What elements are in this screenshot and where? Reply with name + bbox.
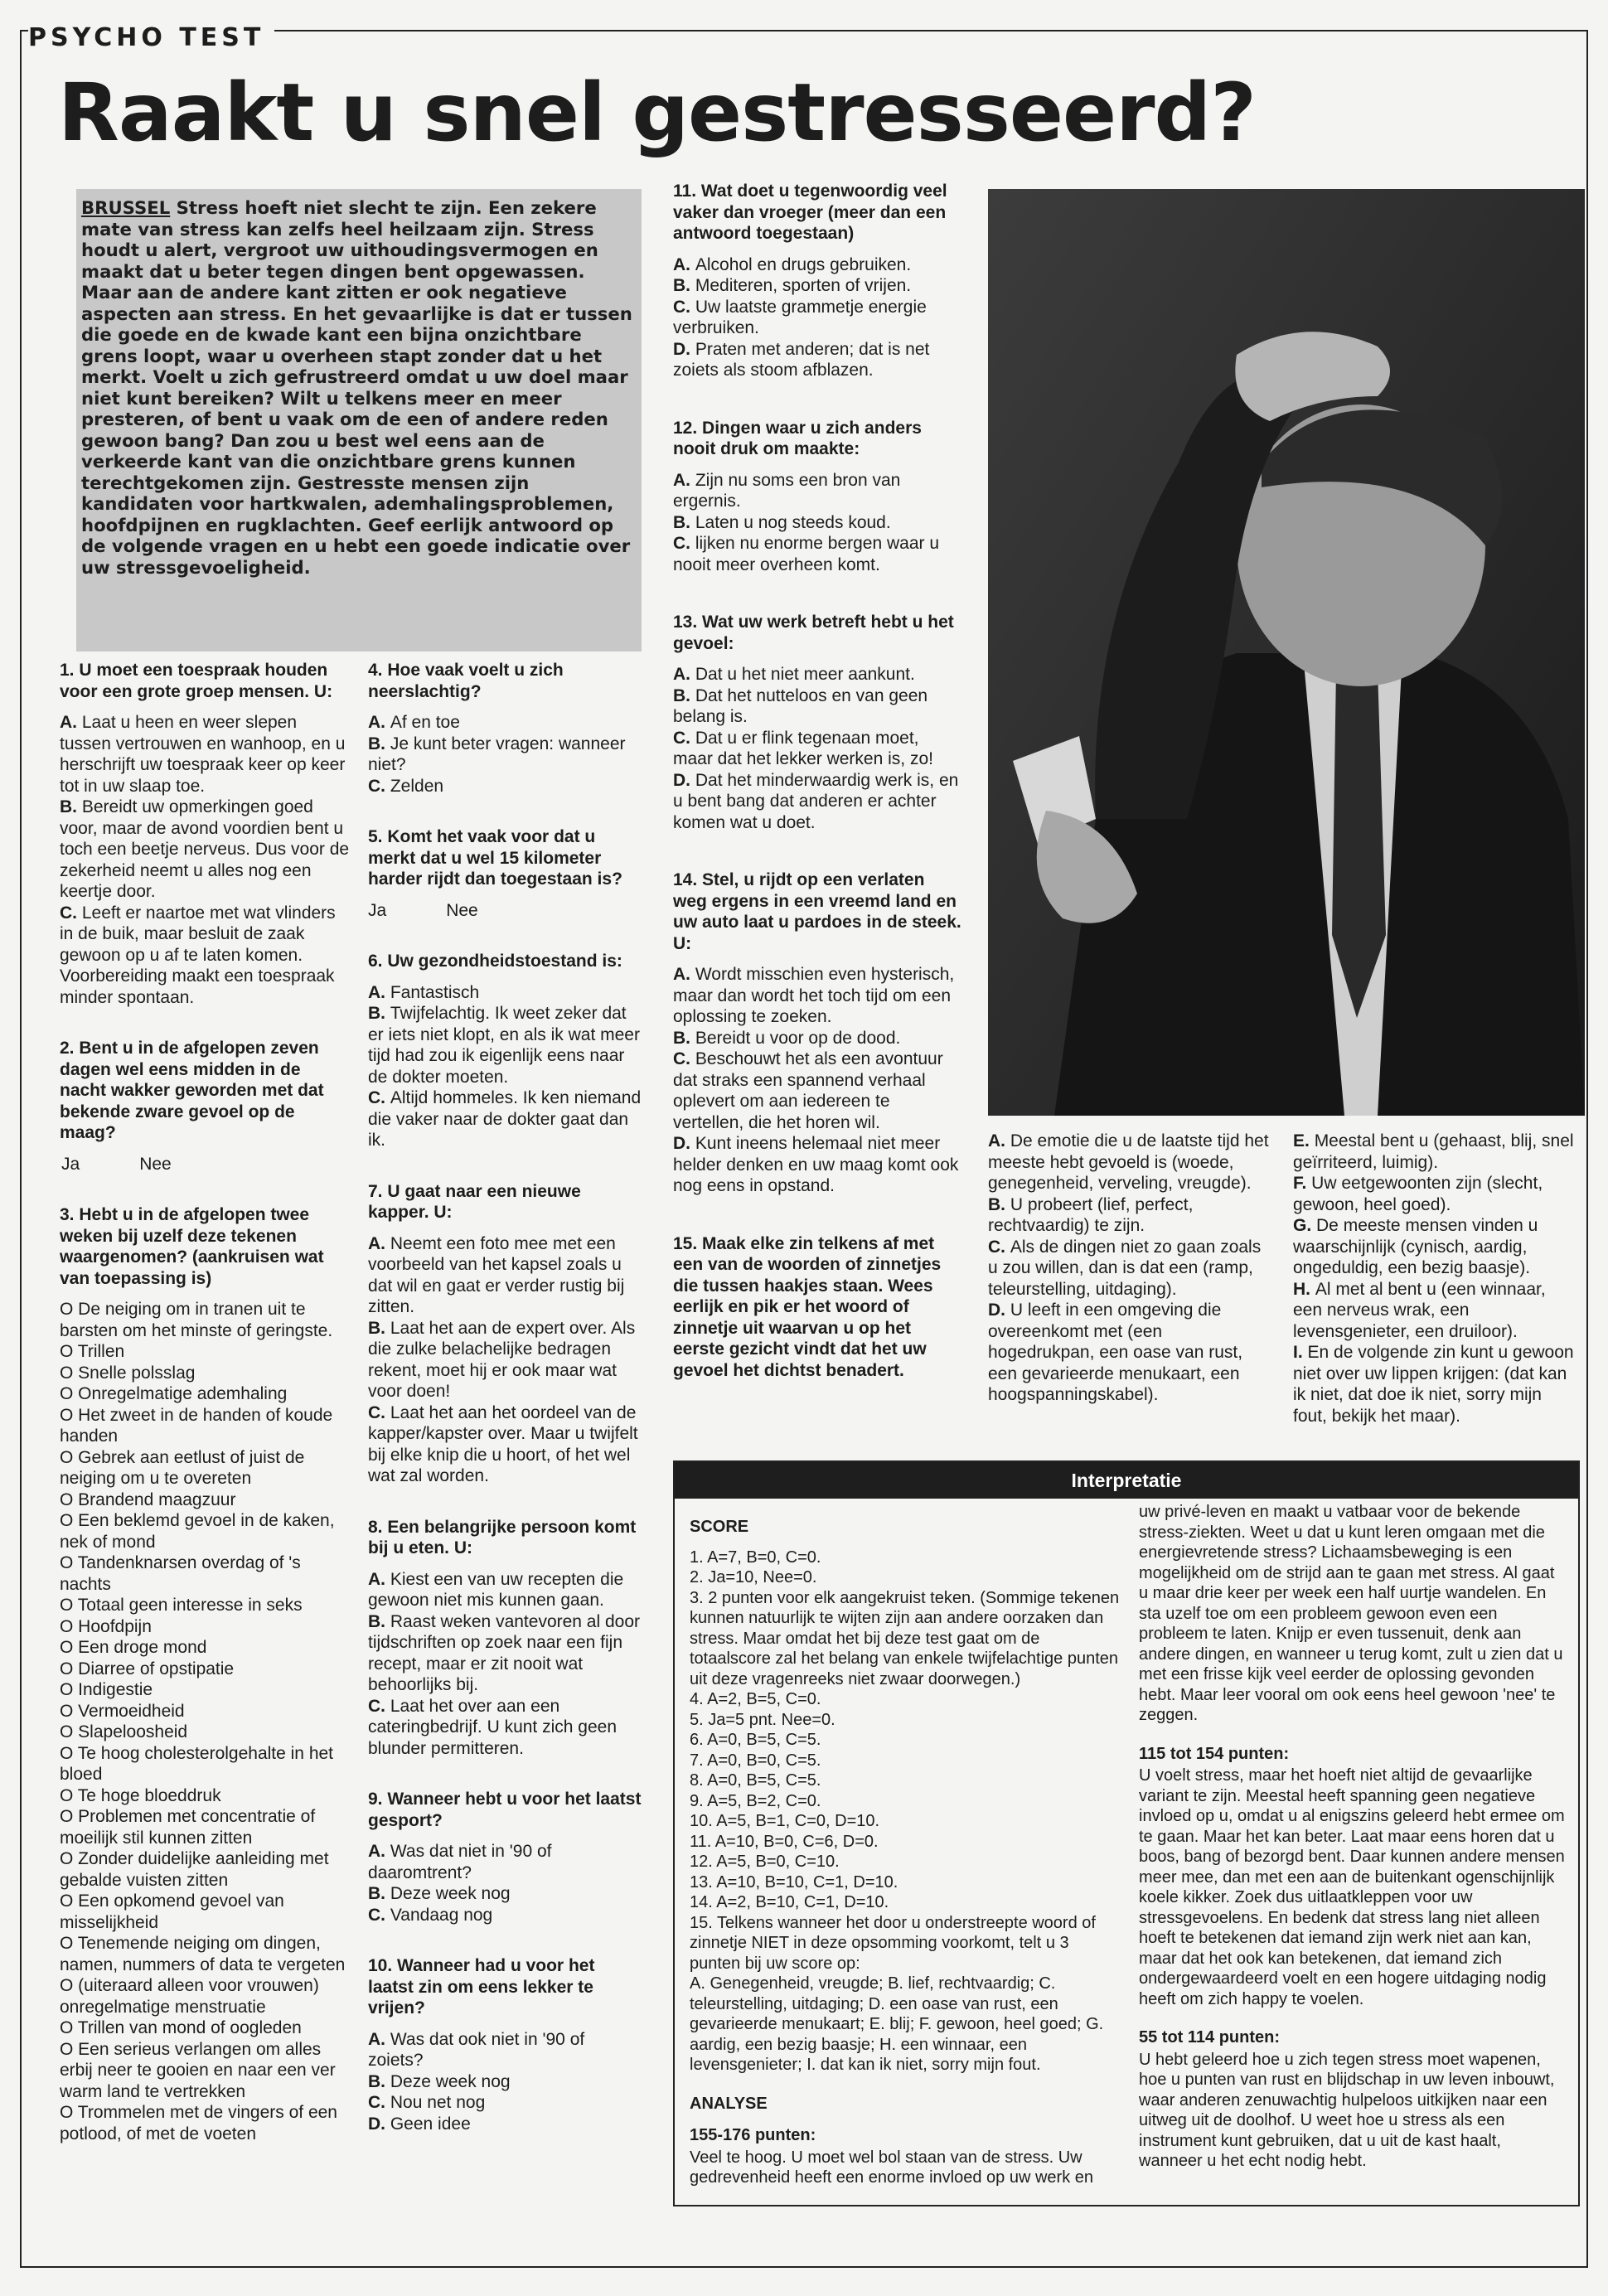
option-text: Al met al bent u (een winnaar, een nerveus wrak, een levensgenieter, een druiloor). [1293, 1279, 1546, 1341]
checklist-item[interactable]: O Een beklemd gevoel in de kaken, nek of mond [60, 1511, 335, 1552]
checklist-item[interactable]: O Een opkomend gevoel van misselijkheid [60, 1892, 284, 1932]
intro-text: Stress hoeft niet slecht te zijn. Een zekere mate van stress kan zelfs heel heilzaam zijn. Stress houdt u alert, vergroot uw uithoudingsvermogen en maakt dat u beter tegen dingen bent opgewassen. Maar aan de andere kant zitten er ook negatieve aspecten aan stress. En het gevaarlijke is dat er tussen die goede en de kwade kant een bijna onzichtbare grens loopt, waar u overheen stapt zonder dat u het merkt. Voelt u zich gefrustreerd omdat u uw doel maar niet kunt bereiken? Wilt u telkens meer en meer presteren, of bent u vaak om de een of andere reden gewoon bang? Dan zou u best wel eens aan de verkeerde kant van die onzichtbare grens kunnen terechtgekomen zijn. Gestresste mensen zijn kandidaten voor hartkwalen, ademhalingsproblemen, hoofdpijnen en rugklachten. Geef eerlijk antwoord op de volgende vragen en u hebt een goede indicatie over uw stressgevoeligheid. [81, 197, 632, 578]
checklist-item[interactable]: O Zonder duidelijke aanleiding met gebalde vuisten zitten [60, 1849, 329, 1890]
checklist-item[interactable]: O Een droge mond [60, 1638, 207, 1657]
question-title: 1. U moet een toespraak houden voor een grote groep mensen. U: [60, 661, 333, 701]
option-letter: H. [1293, 1279, 1315, 1299]
answer-option[interactable] [60, 797, 351, 903]
option-text: Laten u nog steeds koud. [695, 512, 891, 532]
photo-stressed-man [988, 189, 1585, 1116]
analyse-column [1139, 1502, 1567, 2172]
option-letter: A. [673, 254, 695, 274]
checklist-item[interactable]: O Trillen [60, 1342, 125, 1361]
checklist-item[interactable]: O Gebrek aan eetlust of juist de neiging om u te overeten [60, 1447, 305, 1488]
answer-option[interactable] [673, 339, 963, 381]
answer-option[interactable] [988, 1237, 1270, 1301]
checklist-item[interactable]: O Onregelmatige ademhaling [60, 1384, 288, 1403]
question-8 [368, 1517, 642, 1760]
question-title: 14. Stel, u rijdt op een verlaten weg ergens in een vreemd land en uw auto laat u pardoes in de steek. U: [673, 870, 961, 953]
question-9 [368, 1789, 642, 1925]
checklist [60, 1299, 351, 2144]
option-letter: F. [1293, 1174, 1312, 1193]
score-line: A. Genegenheid, vreugde; B. lief, rechtvaardig; C. teleurstelling, uitdaging; D. een oase van rust, een gevarieerde menukaart; E. blij; F. gewoon, heel goed; G. aardig, een bezig baasje; H. een winnaar, een levensgenieter; I. dat kan ik niet, sorry mijn fout. [690, 1974, 1104, 2074]
question-title: 4. Hoe vaak voelt u zich neerslachtig? [368, 661, 564, 701]
checklist-item[interactable]: O Te hoge bloeddruk [60, 1785, 221, 1805]
column-1 [60, 660, 351, 2174]
question-title: 6. Uw gezondheidstoestand is: [368, 952, 622, 971]
option-letter: B. [673, 1028, 695, 1048]
option-text: Alcohol en drugs gebruiken. [695, 254, 912, 274]
answer-option[interactable] [368, 2071, 642, 2093]
question-title: 11. Wat doet u tegenwoordig veel vaker dan vroeger (meer dan een antwoord toegestaan) [673, 182, 947, 243]
option-letter: C. [988, 1237, 1010, 1257]
option-letter: B. [368, 734, 390, 753]
photo-illustration [988, 189, 1585, 1116]
option-letter: D. [673, 339, 695, 359]
question-title: 13. Wat uw werk betreft hebt u het gevoel: [673, 613, 954, 653]
range-1-heading: 155-176 punten: [690, 2126, 816, 2144]
interpretation-title: Interpretatie [675, 1462, 1578, 1499]
option-letter: C. [673, 297, 695, 317]
option-text: Laat het over aan een cateringbedrijf. U kunt zich geen blunder permitteren. [368, 1696, 617, 1758]
option-letter: A. [988, 1131, 1010, 1150]
answer-option[interactable] [368, 1905, 642, 1926]
option-letter: B. [368, 2071, 390, 2091]
option-text: Was dat ook niet in '90 of zoiets? [368, 2029, 585, 2070]
option-text: Praten met anderen; dat is net zoiets als stoom afblazen. [673, 339, 930, 380]
checklist-item[interactable]: O Te hoog cholesterolgehalte in het bloed [60, 1743, 334, 1784]
option-letter: B. [988, 1194, 1010, 1214]
options [673, 964, 963, 1197]
option-letter: B. [368, 1318, 390, 1338]
option-letter: A. [368, 1233, 390, 1253]
range-3-text: U hebt geleerd hoe u zich tegen stress moet wapenen, hoe u punten van rust en blijdschap in uw leven inbouwt, waar anderen zenuwachtig hulpeloos uitkijken naar een uitweg uit de doolhof. U weet hoe u stress als een instrument kunt gebruiken, dat u uit de kast haalt, wanneer u het echt nodig hebt. [1139, 2050, 1555, 2170]
option-text: Kunt ineens helemaal niet meer helder denken en uw maag komt ook nog eens in opstand. [673, 1134, 959, 1195]
question-10 [368, 1955, 642, 2134]
score-line: 5. Ja=5 pnt. Nee=0. [690, 1710, 835, 1729]
answer-option[interactable] [368, 712, 642, 734]
option-text: Nou net nog [390, 2093, 486, 2112]
checklist-item[interactable]: O Trillen van mond of oogleden [60, 2018, 302, 2037]
question-6 [368, 951, 642, 1151]
option-letter: A. [368, 2029, 390, 2049]
answer-option[interactable] [988, 1194, 1270, 1237]
answer-option[interactable] [673, 533, 963, 575]
checklist-item[interactable]: O De neiging om in tranen uit te barsten om het minste of geringste. [60, 1300, 333, 1340]
option-letter: C. [368, 1696, 390, 1716]
question-title: 8. Een belangrijke persoon komt bij u eten. U: [368, 1517, 637, 1557]
yes-no [368, 900, 642, 922]
answer-nee[interactable]: Nee [446, 900, 478, 920]
options [368, 712, 642, 797]
option-text: Dat het minderwaardig werk is, en u bent bang dat anderen er achter komen wat u doet. [673, 770, 959, 832]
option-text: Kiest een van uw recepten die gewoon niet mis kunnen gaan. [368, 1569, 624, 1610]
option-text: Twijfelachtig. Ik weet zeker dat er iets niet klopt, en als ik wat meer tijd had zou ik eigenlijk eens naar de dokter moeten. [368, 1004, 640, 1087]
option-text: Geen idee [390, 2114, 471, 2134]
question-title: 9. Wanneer hebt u voor het laatst gesport? [368, 1790, 642, 1830]
answer-option[interactable] [368, 1402, 642, 1487]
answer-option[interactable] [368, 734, 642, 776]
answer-option[interactable] [673, 728, 963, 770]
option-text: Laat het aan de expert over. Als die zulke belachelijke bedragen rekent, moet hij er ook maar wat voor doen! [368, 1318, 636, 1401]
option-letter: I. [1293, 1343, 1308, 1362]
options [988, 1131, 1270, 1406]
option-text: Raast weken vantevoren al door tijdschriften op zoek naar een fijn recept, maar er zit nooit wat behoorlijks bij. [368, 1611, 641, 1694]
intro-box [76, 189, 642, 652]
options [368, 1841, 642, 1925]
answer-option[interactable] [368, 1003, 642, 1087]
option-letter: B. [673, 512, 695, 532]
answer-option[interactable] [1293, 1215, 1575, 1279]
option-text: Wordt misschien even hysterisch, maar dan wordt het toch tijd om een oplossing te zoeken. [673, 965, 955, 1026]
score-line: 4. A=2, B=5, C=0. [690, 1690, 821, 1708]
checklist-item[interactable]: O Een serieus verlangen om alles erbij neer te gooien en naar een ver warm land te vertrekken [60, 2039, 336, 2101]
analyse-heading: ANALYSE [690, 2094, 768, 2113]
option-letter: C. [368, 1088, 390, 1107]
answer-option[interactable] [673, 1049, 963, 1133]
option-letter: A. [673, 665, 695, 684]
option-text: Fantastisch [390, 982, 480, 1002]
option-text: Altijd hommeles. Ik ken niemand die vaker naar de dokter gaat dan ik. [368, 1088, 642, 1150]
score-column [690, 1517, 1121, 2187]
option-text: U leeft in een omgeving die overeenkomt met (een hogedrukpan, een oase van rust, een gevarieerde menukaart, een hoogspanningskabel). [988, 1301, 1243, 1404]
question-13 [673, 612, 963, 833]
question-11 [673, 181, 963, 381]
score-line: 14. A=2, B=10, C=1, D=10. [690, 1893, 889, 1911]
option-letter: C. [673, 1049, 695, 1068]
option-letter: C. [368, 2093, 390, 2112]
range-2-heading: 115 tot 154 punten: [1139, 1744, 1290, 1763]
answer-option[interactable] [368, 1087, 642, 1151]
option-letter: A. [368, 1569, 390, 1589]
question-14 [673, 869, 963, 1197]
option-letter: B. [368, 1004, 390, 1023]
option-letter: B. [368, 1611, 390, 1631]
answer-option[interactable] [1293, 1131, 1575, 1173]
answer-option[interactable] [368, 2114, 642, 2135]
answer-option[interactable] [368, 1569, 642, 1611]
score-line: 1. A=7, B=0, C=0. [690, 1548, 821, 1567]
answer-option[interactable] [673, 770, 963, 834]
option-text: Dat het nutteloos en van geen belang is. [673, 685, 928, 726]
answer-option[interactable] [368, 1233, 642, 1318]
answer-option[interactable] [368, 2029, 642, 2071]
checklist-item[interactable]: O Hoofdpijn [60, 1616, 152, 1636]
answer-option[interactable] [673, 664, 963, 685]
option-text: De meeste mensen vinden u waarschijnlijk (cynisch, aardig, ongeduldig, een bezig baasje). [1293, 1216, 1538, 1277]
option-text: Vandaag nog [390, 1905, 493, 1925]
score-line: 15. Telkens wanneer het door u onderstreepte woord of zinnetje NIET in deze opsomming voorkomt, telt u 3 punten bij uw score op: [690, 1913, 1096, 1973]
answer-option[interactable] [673, 1133, 963, 1197]
option-letter: E. [1293, 1131, 1315, 1150]
option-letter: C. [673, 728, 695, 748]
question-title: 7. U gaat naar een nieuwe kapper. U: [368, 1181, 581, 1222]
checklist-item[interactable]: O Snelle polsslag [60, 1363, 196, 1383]
option-letter: D. [368, 2114, 390, 2134]
score-line: 7. A=0, B=0, C=5. [690, 1751, 821, 1770]
option-text: Bereidt uw opmerkingen goed voor, maar de avond voordien bent u toch een beetje nerveus. Dus voor de zekerheid neemt u alles nog een keertje door. [60, 797, 350, 901]
column-2 [368, 660, 642, 2164]
answer-option[interactable] [368, 982, 642, 1004]
option-text: Neemt een foto mee met een voorbeeld van het kapsel zoals u dat wil en gaat er verder rustig bij zitten. [368, 1233, 625, 1316]
option-letter: G. [1293, 1216, 1317, 1235]
answer-option[interactable] [673, 512, 963, 534]
options [1293, 1131, 1575, 1427]
section-kicker: PSYCHO TEST [28, 23, 274, 52]
option-letter: A. [368, 982, 390, 1002]
interpretation-box [673, 1460, 1580, 2206]
question-12 [673, 418, 963, 576]
question-title: 2. Bent u in de afgelopen zeven dagen wel eens midden in de nacht wakker geworden met dat bekende zware gevoel op de maag? [60, 1039, 324, 1142]
score-line: 6. A=0, B=5, C=5. [690, 1731, 821, 1749]
answer-option[interactable] [1293, 1279, 1575, 1343]
question-3 [60, 1204, 351, 2144]
option-letter: B. [368, 1884, 390, 1903]
answer-option[interactable] [988, 1131, 1270, 1194]
option-text: Bereidt u voor op de dood. [695, 1028, 901, 1048]
option-text: Deze week nog [390, 1884, 511, 1903]
option-letter: A. [673, 965, 695, 984]
option-letter: B. [673, 276, 695, 295]
score-line: 12. A=5, B=0, C=10. [690, 1853, 840, 1871]
answer-option[interactable] [60, 712, 351, 797]
option-letter: B. [673, 685, 695, 705]
q15-options-left [988, 1131, 1270, 1406]
answer-option[interactable] [673, 297, 963, 339]
option-text: lijken nu enorme bergen waar u nooit meer overheen komt. [673, 534, 940, 574]
range-2-text: U voelt stress, maar het hoeft niet altijd de gevaarlijke variant te zijn. Meestal heeft spanning geen negatieve invloed op u, omdat u al enigszins geleerd hebt ermee om te gaan. Maar het kan beter. Laat maar eens horen dat u boos, bang of bezorgd bent. Daar kunnen andere mensen meer mee, dan met een aan de buitenkant ogenschijnlijk koele kikker. Zoek dus uitlaatkleppen voor uw stressgevoelens. En bedenk dat stress lang niet alleen hoeft te betekenen dat iemand zijn werk niet aan kan, maar dat het ook kan betekenen, dat iemand zich ondergewaardeerd voelt en een hogere uitdaging nodig heeft om zich happy te voelen. [1139, 1766, 1565, 2008]
option-text: Beschouwt het als een avontuur dat straks een spannend verhaal oplevert om aan iedereen te vertellen, die het horen wil. [673, 1049, 943, 1132]
question-title: 12. Dingen waar u zich anders nooit druk om maakte: [673, 418, 922, 458]
question-1 [60, 660, 351, 1008]
options [368, 2029, 642, 2135]
checklist-item[interactable]: O Totaal geen interesse in seks [60, 1596, 303, 1615]
range-1-text: Veel te hoog. U moet wel bol staan van de stress. Uw gedrevenheid heeft een enorme invloed op uw werk en [690, 2148, 1093, 2187]
range-3-heading: 55 tot 114 punten: [1139, 2028, 1281, 2047]
option-letter: A. [368, 713, 390, 732]
option-text: Mediteren, sporten of vrijen. [695, 276, 912, 295]
checklist-item[interactable]: O Problemen met concentratie of moeilijk stil kunnen zitten [60, 1807, 316, 1848]
question-title: 3. Hebt u in de afgelopen twee weken bij uzelf deze tekenen waargenomen? (aankruisen wat van toepassing is) [60, 1205, 324, 1288]
checklist-item[interactable]: O Het zweet in de handen of koude handen [60, 1405, 333, 1446]
answer-nee[interactable]: Nee [139, 1154, 172, 1174]
options [673, 254, 963, 381]
checklist-item[interactable]: O Indigestie [60, 1680, 153, 1699]
option-text: Dat u er flink tegenaan moet, maar dat het lekker werken is, zo! [673, 728, 933, 768]
answer-option[interactable] [368, 1883, 642, 1905]
score-line: 2. Ja=10, Nee=0. [690, 1568, 817, 1586]
checklist-item[interactable]: O Brandend maagzuur [60, 1489, 236, 1509]
options [60, 712, 351, 1008]
column-3 [673, 181, 963, 1411]
question-15 [673, 1233, 963, 1382]
option-letter: C. [368, 1402, 390, 1422]
option-text: Zelden [390, 776, 444, 796]
score-line: 10. A=5, B=1, C=0, D=10. [690, 1812, 880, 1830]
option-text: Uw laatste grammetje energie verbruiken. [673, 297, 927, 337]
checklist-item[interactable]: O Tenemende neiging om dingen, namen, nummers of data te vergeten [60, 1934, 346, 1974]
option-text: Meestal bent u (gehaast, blij, snel geïrriteerd, luimig). [1293, 1131, 1574, 1172]
option-text: Was dat niet in '90 of daaromtrent? [368, 1842, 552, 1882]
option-text: Laat het aan het oordeel van de kapper/kapster over. Maar u twijfelt bij elke knip die u hoort, of het wel wat zal worden. [368, 1402, 638, 1485]
option-letter: D. [673, 770, 695, 790]
answer-option[interactable] [368, 776, 642, 797]
option-text: Leeft er naartoe met wat vlinders in de buik, maar besluit de zaak gewoon op u af te laten komen. Voorbereiding maakt een toespraak minder spontaan. [60, 903, 336, 1007]
dateline-city: BRUSSEL [81, 197, 171, 218]
checklist-item[interactable]: O Vermoeidheid [60, 1701, 185, 1721]
score-line: 8. A=0, B=5, C=5. [690, 1771, 821, 1790]
option-letter: C. [368, 776, 390, 796]
answer-option[interactable] [368, 1318, 642, 1402]
option-letter: A. [60, 713, 82, 732]
answer-option[interactable] [368, 2092, 642, 2114]
question-title: 10. Wanneer had u voor het laatst zin om eens lekker te vrijen? [368, 1956, 595, 2017]
answer-option[interactable] [673, 470, 963, 512]
option-letter: D. [673, 1134, 695, 1153]
answer-option[interactable] [673, 254, 963, 276]
q15-options-right [1293, 1131, 1575, 1427]
option-letter: B. [60, 797, 82, 816]
option-text: En de volgende zin kunt u gewoon niet over uw lippen krijgen: (dat kan ik niet, dat doe ik niet, sorry mijn fout, bekijk het maar). [1293, 1343, 1574, 1426]
option-letter: C. [673, 534, 695, 553]
yes-no [60, 1154, 351, 1175]
option-letter: A. [368, 1842, 390, 1861]
option-text: Uw eetgewoonten zijn (slecht, gewoon, heel goed). [1293, 1174, 1543, 1214]
score-heading: SCORE [690, 1518, 749, 1536]
checklist-item[interactable]: O Trommelen met de vingers of een potlood, of met de voeten [60, 2103, 337, 2143]
question-2 [60, 1038, 351, 1175]
option-letter: D. [988, 1301, 1010, 1320]
options [368, 982, 642, 1151]
question-title: 5. Komt het vaak voor dat u merkt dat u wel 15 kilometer harder rijdt dan toegestaan is? [368, 827, 622, 889]
checklist-item[interactable]: O Diarree of opstipatie [60, 1659, 235, 1678]
score-line: 3. 2 punten voor elk aangekruist teken. (Sommige tekenen kunnen natuurlijk te wijten zijn aan andere oorzaken dan stress. Maar omdat het bij deze test gaat om de totaalscore zal het belang van enkele twijfelachtige punten uit deze vragenreeks niet zwaar doorwegen.) [690, 1588, 1120, 1688]
option-letter: A. [673, 470, 695, 490]
checklist-item[interactable]: O Slapeloosheid [60, 1722, 188, 1741]
answer-option[interactable] [60, 903, 351, 1009]
option-text: Deze week nog [390, 2071, 511, 2091]
option-text: Laat u heen en weer slepen tussen vertrouwen en wanhoop, en u herschrijft uw toespraak keer op keer tot in uw slaap toe. [60, 713, 346, 796]
score-list [690, 1548, 1121, 2076]
answer-ja[interactable]: Ja [61, 1154, 80, 1174]
option-letter: C. [368, 1905, 390, 1925]
answer-option[interactable] [673, 275, 963, 297]
question-7 [368, 1181, 642, 1487]
option-text: Zijn nu soms een bron van ergernis. [673, 470, 901, 511]
score-line: 9. A=5, B=2, C=0. [690, 1791, 821, 1810]
answer-option[interactable] [368, 1611, 642, 1696]
headline: Raakt u snel gestresseerd? [58, 66, 1256, 159]
answer-option[interactable] [368, 1841, 642, 1883]
answer-option[interactable] [1293, 1342, 1575, 1427]
question-5 [368, 826, 642, 921]
answer-option[interactable] [1293, 1173, 1575, 1215]
question-4 [368, 660, 642, 797]
answer-option[interactable] [988, 1300, 1270, 1406]
options [368, 1569, 642, 1760]
option-text: Af en toe [390, 713, 460, 732]
question-title: 15. Maak elke zin telkens af met een van de woorden of zinnetjes die tussen haakjes staan. Wees eerlijk en pik er het woord of zinnetje uit waarvan u op het eerste gezicht vindt dat het uw gevoel het dichtst benadert. [673, 1233, 942, 1380]
answer-option[interactable] [673, 685, 963, 728]
option-text: Je kunt beter vragen: wanneer niet? [368, 734, 626, 774]
answer-option[interactable] [673, 964, 963, 1028]
answer-ja[interactable]: Ja [368, 900, 387, 920]
option-letter: C. [60, 903, 82, 923]
option-text: De emotie die u de laatste tijd het meeste hebt gevoeld is (woede, genegenheid, verveling, vreugde). [988, 1131, 1269, 1193]
options [368, 1233, 642, 1487]
checklist-item[interactable]: O (uiteraard alleen voor vrouwen) onregelmatige menstruatie [60, 1976, 319, 2017]
score-line: 13. A=10, B=10, C=1, D=10. [690, 1872, 898, 1892]
options [673, 470, 963, 576]
option-text: Dat u het niet meer aankunt. [695, 665, 915, 684]
checklist-item[interactable]: O Tandenknarsen overdag of 's nachts [60, 1553, 301, 1594]
range-1-text-continued: uw privé-leven en maakt u vatbaar voor de bekende stress-ziekten. Weet u dat u kunt leren omgaan met die energievretende stress? Lichaamsbeweging is een mogelijkheid om de strijd aan te gaan met stress. Al gaat u maar drie keer per week een half uurtje wandelen. En sta uzelf toe om een probleem gewoon even een probleem te laten. Knijp er even tussenuit, denk aan andere dingen, en wanneer u terug komt, zult u zien dat u met een frisse kijk veel eerder de oplossing gevonden hebt. Maar leer vooral om ook eens heel gewoon 'nee' te zeggen. [1139, 1503, 1563, 1724]
answer-option[interactable] [673, 1028, 963, 1049]
score-line: 11. A=10, B=0, C=6, D=0. [690, 1832, 879, 1851]
answer-option[interactable] [368, 1696, 642, 1760]
options [673, 664, 963, 833]
option-text: Als de dingen niet zo gaan zoals u zou willen, dan is dat een (ramp, teleurstelling, uitdaging). [988, 1237, 1262, 1299]
option-text: U probeert (lief, perfect, rechtvaardig) te zijn. [988, 1194, 1194, 1235]
